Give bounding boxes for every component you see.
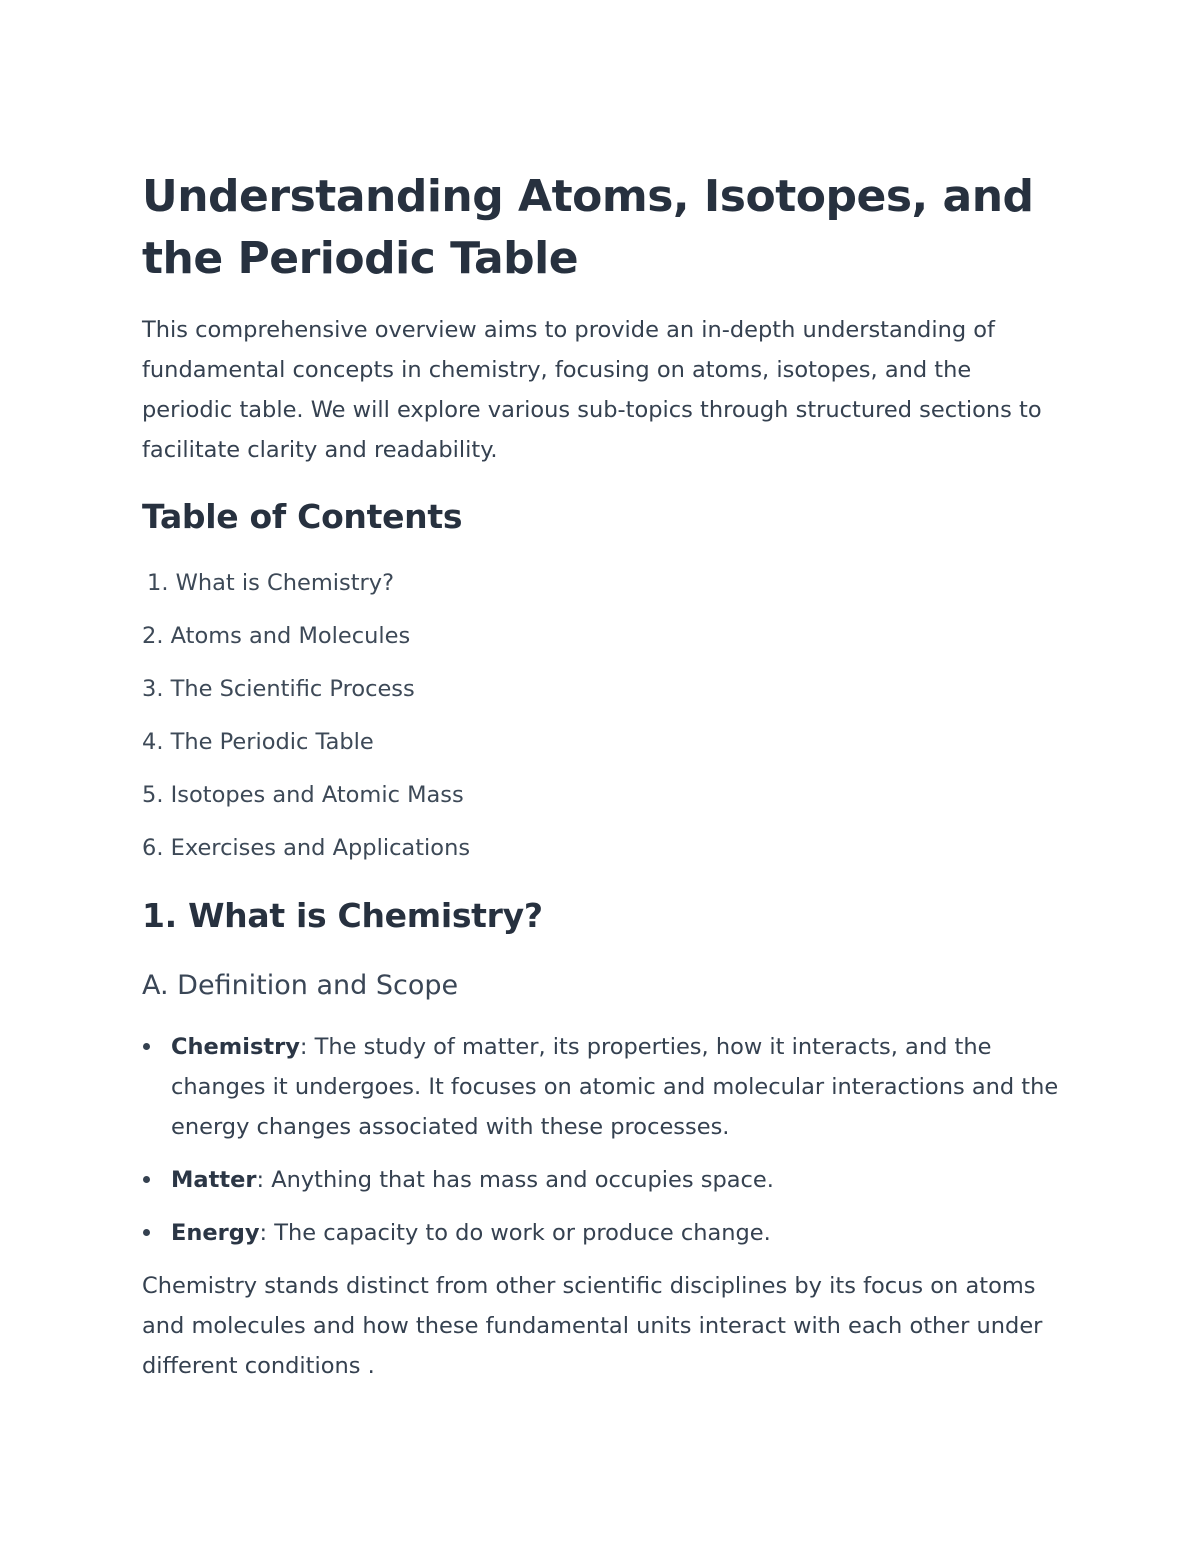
toc-item-label: What is Chemistry? [175, 570, 395, 596]
subsection-heading-definition-scope: A. Definition and Scope [142, 970, 459, 1001]
page-title: Understanding Atoms, Isotopes, and the Periodic Table [142, 171, 1034, 284]
term-energy: Energy [171, 1220, 260, 1246]
toc-item-number: 3. [142, 676, 164, 702]
table-of-contents [142, 563, 470, 881]
term-separator: : [259, 1220, 268, 1246]
toc-item-number: 4. [142, 729, 164, 755]
list-item-energy [142, 1213, 1062, 1253]
toc-item-isotopes-atomic-mass[interactable] [142, 775, 470, 828]
list-item-chemistry [142, 1027, 1062, 1147]
toc-item-what-is-chemistry[interactable] [142, 563, 470, 616]
closing-paragraph: Chemistry stands distinct from other scientific disciplines by its focus on atoms and molecules and how these fundamental units interact with each other under different conditions . [142, 1273, 1043, 1379]
toc-item-exercises-applications[interactable] [142, 828, 470, 881]
toc-item-label: The Scientific Process [170, 676, 415, 702]
toc-item-number: 2. [142, 623, 164, 649]
definition-list [142, 1027, 1062, 1266]
intro-paragraph: This comprehensive overview aims to provide an in-depth understanding of fundamental concepts in chemistry, focusing on atoms, isotopes, and the periodic table. We will explore various sub-topics through structured sections to facilitate clarity and readability. [142, 317, 1042, 463]
list-item-matter [142, 1160, 1062, 1200]
toc-item-number: 6. [142, 835, 164, 861]
term-matter: Matter [171, 1167, 257, 1193]
definition-chemistry: The study of matter, its properties, how it interacts, and the changes it undergoes. It focuses on atomic and molecular interactions and the energy changes associated with these processes. [171, 1034, 1059, 1140]
section-heading-what-is-chemistry: 1. What is Chemistry? [142, 896, 543, 935]
toc-item-periodic-table[interactable] [142, 722, 470, 775]
definition-matter: Anything that has mass and occupies space. [264, 1167, 774, 1193]
toc-item-label: Exercises and Applications [170, 835, 471, 861]
toc-item-label: Isotopes and Atomic Mass [170, 782, 464, 808]
toc-item-number: 5. [142, 782, 164, 808]
definition-energy: The capacity to do work or produce change. [267, 1220, 771, 1246]
term-chemistry: Chemistry [171, 1034, 300, 1060]
bullet-icon [143, 1043, 150, 1050]
term-separator: : [299, 1034, 308, 1060]
toc-heading: Table of Contents [142, 497, 463, 536]
toc-item-number: 1. [147, 570, 169, 596]
toc-item-scientific-process[interactable] [142, 669, 470, 722]
bullet-icon [143, 1229, 150, 1236]
toc-item-label: The Periodic Table [170, 729, 374, 755]
toc-item-atoms-and-molecules[interactable] [142, 616, 470, 669]
bullet-icon [143, 1176, 150, 1183]
term-separator: : [256, 1167, 265, 1193]
toc-item-label: Atoms and Molecules [170, 623, 411, 649]
